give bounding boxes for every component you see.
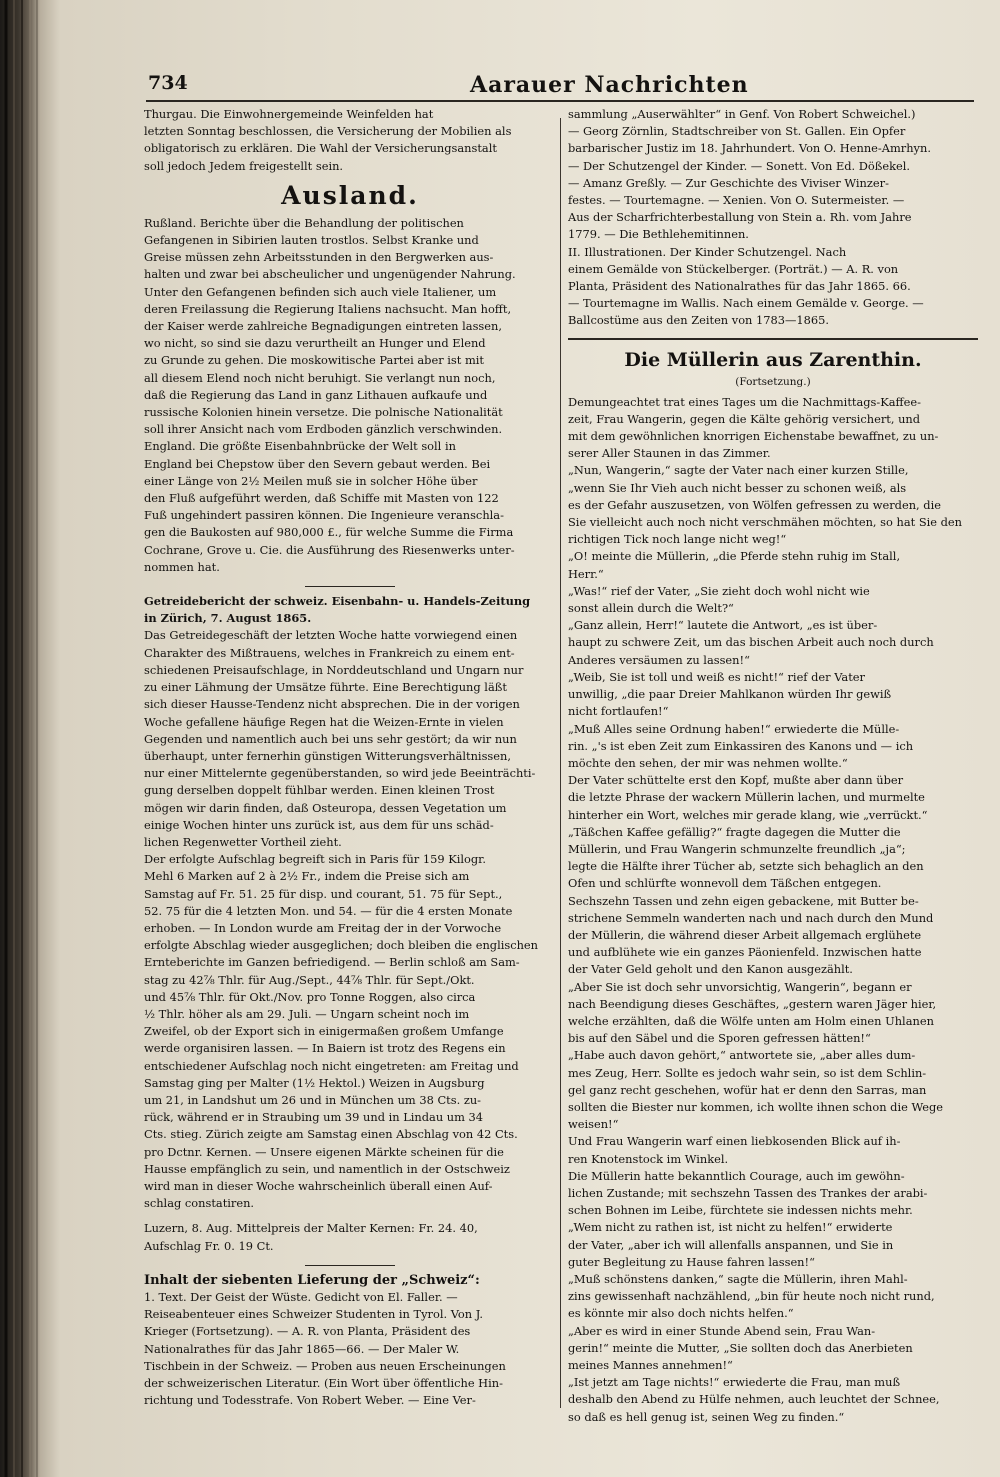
text-line: — Der Schutzengel der Kinder. — Sonett. Von Ed. Dößekel. [568, 158, 911, 173]
text-line: „Aber es wird in einer Stunde Abend sein, Frau Wan- [568, 1323, 876, 1338]
text-line: Die Müllerin hatte bekanntlich Courage, auch im gewöhn- [568, 1168, 905, 1183]
text-line: pro Dctnr. Kernen. — Unsere eigenen Märkte scheinen für die [144, 1144, 504, 1159]
text-line: Das Getreidegeschäft der letzten Woche hatte vorwiegend einen [144, 628, 518, 643]
text-line: die letzte Phrase der wackern Müllerin lachen, und murmelte [568, 790, 925, 805]
text-line: Herr.“ [568, 566, 604, 581]
page-number: 734 [148, 72, 188, 94]
text-line: Samstag ging per Malter (1½ Hektol.) Weizen in Augsburg [144, 1075, 485, 1090]
story-text [568, 394, 978, 1426]
text-line: einige Wochen hinter uns zurück ist, aus dem für uns schäd- [144, 817, 494, 832]
header-rule [146, 100, 974, 102]
newspaper-page [40, 28, 1000, 1477]
text-line: wo nicht, so sind sie dazu verurtheilt an Hunger und Elend [144, 336, 486, 351]
text-line: und aufblühete wie ein ganzes Päonienfeld. Inzwischen hatte [568, 945, 922, 960]
text-line: Sechszehn Tassen und zehn eigen gebackene, mit Butter be- [568, 893, 919, 908]
text-line: russische Kolonien hinein versetze. Die polnische Nationalität [144, 405, 503, 420]
text-line: guter Begleitung zu Hause fahren lassen!“ [568, 1254, 815, 1269]
text-line: gerin!“ meinte die Mutter, „Sie sollten doch das Anerbieten [568, 1340, 913, 1355]
book-spine-edge [0, 0, 44, 1477]
text-line: Demungeachtet trat eines Tages um die Nachmittags-Kaffee- [568, 394, 921, 409]
text-line: weisen!“ [568, 1117, 619, 1132]
text-line: Hausse empfänglich zu sein, und namentlich in der Ostschweiz [144, 1161, 510, 1176]
text-line: Zweifel, ob der Export sich in einigermaßen großem Umfange [144, 1024, 504, 1039]
text-line: der Vater, „aber ich will allenfalls anspannen, und Sie in [568, 1237, 894, 1252]
text-line: daß die Regierung das Land in ganz Lithauen aufkaufe und [144, 387, 488, 402]
text-line: 1779. — Die Bethlehemitinnen. [568, 227, 749, 242]
text-line: II. Illustrationen. Der Kinder Schutzengel. Nach [568, 244, 847, 259]
article-divider [305, 1265, 395, 1266]
story-subtitle: (Fortsetzung.) [735, 375, 811, 388]
text-line: Nationalrathes für das Jahr 1865—66. — Der Maler W. [144, 1341, 460, 1356]
text-line: Cts. stieg. Zürich zeigte am Samstag einen Abschlag von 42 Cts. [144, 1127, 518, 1142]
text-line: deshalb den Abend zu Hülfe nehmen, auch leuchtet der Schnee, [568, 1392, 940, 1407]
text-line: Gegenden und namentlich auch bei uns sehr gestört; da wir nun [144, 731, 517, 746]
text-line: erhoben. — In London wurde am Freitag der in der Vorwoche [144, 920, 502, 935]
text-line: Anderes versäumen zu lassen!“ [568, 652, 750, 667]
text-line: Greise müssen zehn Arbeitsstunden in den Bergwerken aus- [144, 250, 494, 265]
text-line: England. Die größte Eisenbahnbrücke der Welt soll in [144, 439, 456, 454]
text-line: festes. — Tourtemagne. — Xenien. Von O. Sutermeister. — [568, 193, 905, 208]
text-line: ½ Thlr. höher als am 29. Juli. — Ungarn scheint noch im [144, 1006, 470, 1021]
text-line: gen die Baukosten auf 980,000 £., für welche Summe die Firma [144, 525, 514, 540]
text-line: letzten Sonntag beschlossen, die Versicherung der Mobilien als [144, 124, 512, 139]
text-line: richtung und Todesstrafe. Von Robert Weber. — Eine Ver- [144, 1393, 476, 1408]
text-line: „Muß schönstens danken,“ sagte die Müllerin, ihren Mahl- [568, 1272, 908, 1286]
text-line: 52. 75 für die 4 letzten Mon. und 54. — für die 4 ersten Monate [144, 903, 513, 918]
text-line: „Weib, Sie ist toll und weiß es nicht!“ rief der Vater [568, 669, 865, 684]
text-line: obligatorisch zu erklären. Die Wahl der Versicherungsanstalt [144, 141, 497, 156]
text-line: nommen hat. [144, 559, 220, 574]
text-line: Aus der Scharfrichterbestallung von Stein a. Rh. vom Jahre [568, 210, 912, 225]
text-line: Der Vater schüttelte erst den Kopf, mußte aber dann über [568, 773, 904, 788]
text-line: „Täßchen Kaffee gefällig?“ fragte dagegen die Mutter die [568, 824, 901, 839]
text-line: Mehl 6 Marken auf 2 à 2½ Fr., indem die Preise sich am [144, 869, 470, 884]
text-line: Ballcostüme aus den Zeiten von 1783—1865. [568, 313, 830, 328]
text-line: England bei Chepstow über den Severn gebaut werden. Bei [144, 456, 491, 471]
text-line: „wenn Sie Ihr Vieh auch nicht besser zu schonen weiß, als [568, 480, 907, 495]
text-line: richtigen Tick noch lange nicht weg!“ [568, 532, 787, 547]
text-line: Der erfolgte Aufschlag begreift sich in Paris für 159 Kilogr. [144, 852, 486, 867]
text-line: haupt zu schwere Zeit, um das bischen Arbeit auch noch durch [568, 635, 934, 650]
text-line: stag zu 42⅞ Thlr. für Aug./Sept., 44⅞ Thlr. für Sept./Okt. [144, 972, 475, 987]
text-line: „Ganz allein, Herr!“ lautete die Antwort, „es ist über- [568, 618, 878, 633]
text-line: Aufschlag Fr. 0. 19 Ct. [144, 1238, 274, 1253]
text-line: Charakter des Mißtrauens, welches in Frankreich zu einem ent- [144, 645, 515, 660]
text-line: der schweizerischen Literatur. (Ein Wort über öffentliche Hin- [144, 1376, 503, 1391]
journal-title: Aarauer Nachrichten [470, 72, 749, 98]
text-line: so daß es hell genug ist, seinen Weg zu finden.“ [568, 1409, 845, 1424]
text-line: Rußland. Berichte über die Behandlung der politischen [144, 215, 464, 230]
text-line: „Ist jetzt am Tage nichts!“ erwiederte die Frau, man muß [568, 1375, 901, 1390]
text-line: nur einer Mittelernte gegenüberstanden, so wird jede Beeinträchti- [144, 766, 536, 781]
text-line: deren Freilassung die Regierung Italiens nachsucht. Man hofft, [144, 301, 512, 316]
text-line: 1. Text. Der Geist der Wüste. Gedicht von El. Faller. — [144, 1290, 458, 1304]
text-line: Fuß ungehindert passiren können. Die Ingenieure veranschla- [144, 508, 504, 523]
text-line: Reiseabenteuer eines Schweizer Studenten in Tyrol. Von J. [144, 1307, 484, 1322]
text-line: rück, während er in Straubing um 39 und in Lindau um 34 [144, 1110, 484, 1125]
text-line: Samstag auf Fr. 51. 25 für disp. und courant, 51. 75 für Sept., [144, 886, 503, 901]
text-line: Sie vielleicht auch noch nicht verschmähen möchten, so hat Sie den [568, 515, 963, 530]
text-line: mit dem gewöhnlichen knorrigen Eichenstabe bewaffnet, zu un- [568, 429, 939, 444]
text-line: „Nun, Wangerin,“ sagte der Vater nach einer kurzen Stille, [568, 463, 909, 478]
story-title: Die Müllerin aus Zarenthin. [624, 348, 922, 371]
text-line: Und Frau Wangerin warf einen liebkosenden Blick auf ih- [568, 1134, 901, 1149]
text-line: einem Gemälde von Stückelberger. (Porträt.) — A. R. von [568, 261, 899, 276]
text-line: halten und zwar bei abscheulicher und ungenügender Nahrung. [144, 267, 516, 282]
text-line: legte die Hälfte ihrer Tücher ab, setzte sich behaglich an den [568, 859, 924, 874]
text-line: „O! meinte die Müllerin, „die Pferde stehn ruhig im Stall, [568, 549, 901, 564]
text-line: barbarischer Justiz im 18. Jahrhundert. Von O. Henne-Amrhyn. [568, 141, 931, 156]
text-line: zu Grunde zu gehen. Die moskowitische Partei aber ist mit [144, 353, 484, 368]
text-line: möchte den sehen, der mir was nehmen wollte.“ [568, 755, 848, 770]
text-line: — Georg Zörnlin, Stadtschreiber von St. Gallen. Ein Opfer [568, 124, 906, 139]
text-line: es könnte mir also doch nichts helfen.“ [568, 1306, 794, 1321]
text-line: Planta, Präsident des Nationalrathes für das Jahr 1865. 66. [568, 279, 911, 294]
text-line: sich dieser Hausse-Tendenz nicht absprechen. Die in der vorigen [144, 697, 520, 712]
text-line: der Vater Geld geholt und den Kanon ausgezählt. [568, 962, 853, 977]
text-line: Unter den Gefangenen befinden sich auch viele Italiener, um [144, 284, 497, 299]
text-line: es der Gefahr auszusetzen, von Wölfen gefressen zu werden, die [568, 497, 941, 512]
heading-line: in Zürich, 7. August 1865. [144, 611, 312, 626]
russland-article [144, 215, 556, 439]
text-line: überhaupt, unter fernerhin günstigen Witterungsverhältnissen, [144, 748, 511, 763]
text-line: Luzern, 8. Aug. Mittelpreis der Malter Kernen: Fr. 24. 40, [144, 1221, 478, 1236]
thurgau-article [144, 106, 556, 175]
text-line: der Kaiser werde zahlreiche Begnadigungen eintreten lassen, [144, 319, 502, 334]
text-line: zu einer Lähmung der Umsätze führte. Eine Berechtigung läßt [144, 680, 507, 695]
text-line: entschiedener Aufschlag noch nicht eingetreten: am Freitag und [144, 1058, 519, 1073]
text-line: soll jedoch Jedem freigestellt sein. [144, 158, 344, 173]
inhalt-article [144, 1289, 556, 1409]
text-line: Gefangenen in Sibirien lauten trostlos. Selbst Kranke und [144, 233, 479, 248]
text-line: — Amanz Greßly. — Zur Geschichte des Viviser Winzer- [568, 175, 889, 190]
text-line: rin. „'s ist eben Zeit zum Einkassiren des Kanons und — ich [568, 738, 914, 753]
text-line: gel ganz recht geschehen, wofür hat er denn den Sarras, man [568, 1082, 927, 1097]
getreidebericht-article [144, 627, 556, 1212]
luzern-report [144, 1220, 556, 1254]
text-line: schen Bohnen im Leibe, fürchtete sie indessen nichts mehr. [568, 1203, 913, 1218]
text-line: sonst allein durch die Welt?“ [568, 601, 734, 616]
text-line: serer Aller Staunen in das Zimmer. [568, 446, 771, 461]
text-line: „Habe auch davon gehört,“ antwortete sie, „aber alles dum- [568, 1048, 916, 1063]
text-line: „Aber Sie ist doch sehr unvorsichtig, Wangerin“, begann er [568, 979, 912, 994]
text-line: erfolgte Abschlag wieder ausgeglichen; doch bleiben die englischen [144, 938, 539, 953]
text-line: schiedenen Preisaufschlage, in Norddeutschland und Ungarn nur [144, 662, 524, 677]
text-line: lichen Regenwetter Vortheil zieht. [144, 834, 342, 849]
text-line: „Wem nicht zu rathen ist, ist nicht zu helfen!“ erwiderte [568, 1220, 893, 1235]
inhalt-continuation [568, 106, 978, 330]
text-line: wird man in dieser Woche wahrscheinlich überall einen Auf- [144, 1178, 493, 1193]
text-line: mes Zeug, Herr. Sollte es jedoch wahr sein, so ist dem Schlin- [568, 1065, 927, 1080]
text-line: hinterher ein Wort, welches mir gerade klang, wie „verrückt.“ [568, 807, 928, 822]
text-line: — Tourtemagne im Wallis. Nach einem Gemälde v. George. — [568, 296, 924, 311]
text-line: einer Länge von 2½ Meilen muß sie in solcher Höhe über [144, 473, 478, 488]
text-line: zins gewissenhaft nachzählend, „bin für heute noch nicht rund, [568, 1289, 935, 1304]
text-line: gung derselben doppelt fühlbar werden. Einen kleinen Trost [144, 783, 495, 798]
inhalt-heading: Inhalt der siebenten Lieferung der „Schweiz“: [144, 1272, 480, 1288]
text-line: Ofen und schlürfte wonnevoll dem Täßchen entgegen. [568, 876, 882, 891]
text-line: nicht fortlaufen!“ [568, 704, 669, 719]
text-line: Woche gefallene häufige Regen hat die Weizen-Ernte in vielen [144, 714, 504, 729]
article-divider [305, 586, 395, 587]
england-article [144, 438, 556, 576]
text-line: bis auf den Säbel und die Sporen gefressen hätten!“ [568, 1031, 871, 1046]
text-line: soll ihrer Ansicht nach vom Erdboden gänzlich verschwinden. [144, 422, 503, 437]
text-line: strichene Semmeln wanderten nach und nach durch den Mund [568, 910, 934, 925]
text-line: all diesem Elend noch nicht beruhigt. Sie verlangt nun noch, [144, 370, 496, 385]
text-line: unwillig, „die paar Dreier Mahlkanon würden Ihr gewiß [568, 687, 892, 702]
text-line: „Was!“ rief der Vater, „Sie zieht doch wohl nicht wie [568, 583, 870, 598]
text-line: zeit, Frau Wangerin, gegen die Kälte gehörig versichert, und [568, 411, 921, 426]
section-title-ausland: Ausland. [281, 180, 419, 210]
text-line: welche erzählten, daß die Wölfe unten am Holm einen Uhlanen [568, 1013, 934, 1028]
right-column [568, 106, 978, 1426]
text-line: den Fluß aufgeführt werden, daß Schiffe mit Masten von 122 [144, 491, 499, 506]
text-line: schlag constatiren. [144, 1196, 255, 1211]
text-line: und 45⅞ Thlr. für Okt./Nov. pro Tonne Roggen, also circa [144, 989, 476, 1004]
getreidebericht-heading [144, 593, 556, 627]
text-line: Müllerin, und Frau Wangerin schmunzelte freundlich „ja“; [568, 841, 906, 856]
text-line: Ernteberichte im Ganzen befriedigend. — Berlin schloß am Sam- [144, 955, 520, 970]
text-line: Cochrane, Grove u. Cie. die Ausführung des Riesenwerks unter- [144, 542, 515, 557]
text-line: mögen wir darin finden, daß Osteuropa, dessen Vegetation um [144, 800, 507, 815]
column-divider [560, 118, 561, 1408]
text-line: nach Beendigung dieses Geschäftes, „gestern waren Jäger hier, [568, 996, 937, 1011]
text-line: um 21, in Landshut um 26 und in München um 38 Cts. zu- [144, 1092, 482, 1107]
text-line: sammlung „Auserwählter“ in Genf. Von Robert Schweichel.) [568, 107, 916, 121]
text-line: lichen Zustande; mit sechszehn Tassen des Trankes der arabi- [568, 1185, 928, 1200]
text-line: Tischbein in der Schweiz. — Proben aus neuen Erscheinungen [144, 1358, 506, 1373]
heading-line: Getreidebericht der schweiz. Eisenbahn- u. Handels-Zeitung [144, 594, 531, 609]
section-rule [568, 338, 978, 340]
text-line: sollten die Biester nur kommen, ich wollte ihnen schon die Wege [568, 1099, 944, 1114]
text-line: ren Knotenstock im Winkel. [568, 1151, 729, 1166]
text-line: „Muß Alles seine Ordnung haben!“ erwiederte die Mülle- [568, 721, 900, 736]
text-line: Krieger (Fortsetzung). — A. R. von Planta, Präsident des [144, 1324, 471, 1339]
text-line: meines Mannes annehmen!“ [568, 1358, 733, 1373]
text-line: Thurgau. Die Einwohnergemeinde Weinfelden hat [144, 107, 434, 121]
left-column [144, 106, 556, 1409]
text-line: der Müllerin, die während dieser Arbeit allgemach erglühete [568, 927, 922, 942]
text-line: werde organisiren lassen. — In Baiern ist trotz des Regens ein [144, 1041, 506, 1056]
